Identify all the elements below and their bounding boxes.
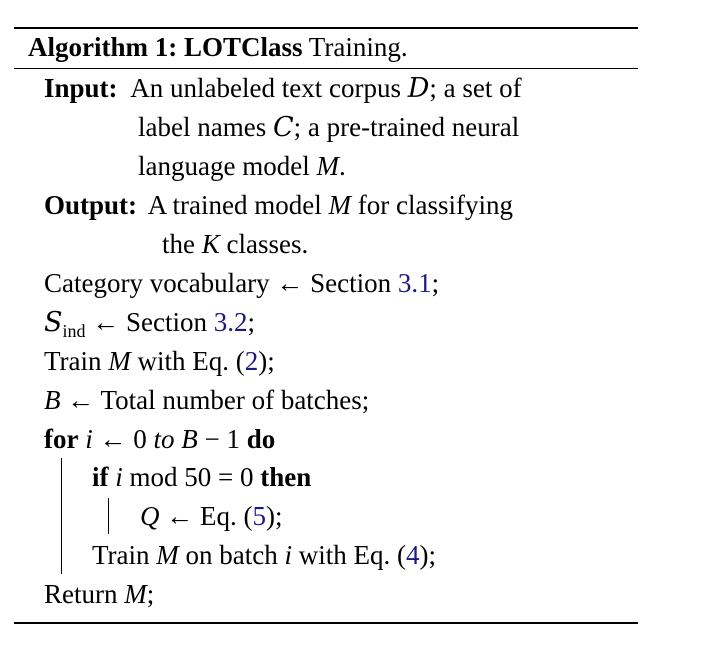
ref-section-3-2[interactable]: 3.2 (213, 307, 248, 337)
ref-eq-4[interactable]: 4 (406, 540, 420, 570)
step-q: Q ← Eq. (5); (140, 501, 283, 531)
ref-eq-2[interactable]: 2 (244, 346, 259, 376)
step-s-ind: $S_{ind}$ ← Section 3.2; (44, 307, 256, 341)
caption-name: LOTClass (183, 32, 303, 62)
input-line-2: label names C; a pre-trained neural (138, 112, 520, 143)
top-rule (14, 27, 638, 29)
step-batches: B ← Total number of batches; (44, 385, 370, 415)
caption-label: Algorithm 1: (28, 32, 178, 62)
step-return: Return M; (44, 579, 155, 609)
output-line-1: Output: A trained model M for classifying (44, 190, 513, 220)
input-line-1: Input: An unlabeled text corpus D; a set of (44, 73, 522, 104)
step-train-batch: Train M on batch i with Eq. (4); (92, 540, 437, 570)
ref-section-3-1[interactable]: 3.1 (397, 268, 432, 298)
output-label: Output: (44, 190, 138, 220)
algorithm-caption (28, 34, 408, 61)
if-block-bar (108, 498, 109, 534)
output-line-2: the K classes. (162, 229, 309, 259)
input-line-3: language model M. (138, 151, 346, 181)
caption-rule (14, 68, 638, 69)
ref-eq-5[interactable]: 5 (252, 501, 266, 531)
caption-rest: Training. (308, 32, 408, 62)
bottom-rule (14, 622, 638, 624)
step-category-vocabulary: Category vocabulary ← Section 3.1; (44, 268, 440, 298)
input-label: Input: (44, 73, 118, 103)
for-block-bar (61, 458, 62, 574)
step-for-loop: for i ← 0 to B − 1 do (44, 424, 276, 454)
step-train-m: Train M with Eq. (2); (44, 346, 275, 376)
step-if: if i mod 50 = 0 then (92, 462, 312, 492)
